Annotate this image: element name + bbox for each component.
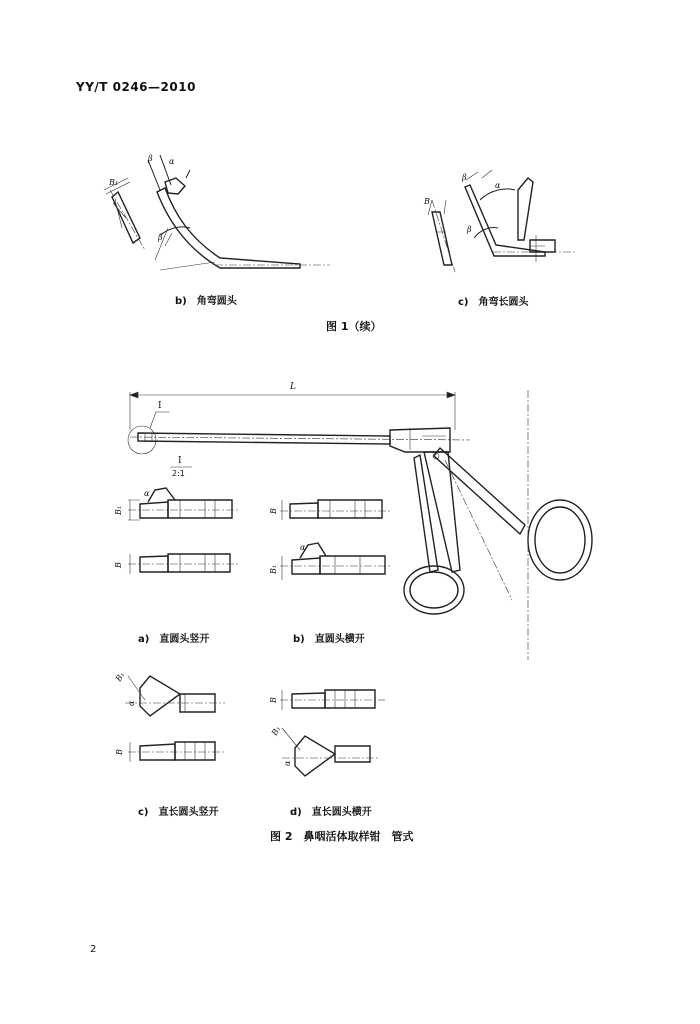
standard-code: YY/T 0246—2010 bbox=[76, 80, 196, 94]
fig2c-b-label: B bbox=[115, 749, 124, 755]
fig2-length-label: L bbox=[290, 382, 296, 392]
fig1c-b-label: B bbox=[424, 197, 430, 206]
fig2b-b1-label: B₁ bbox=[269, 564, 278, 574]
fig2c-alpha-label: α bbox=[127, 700, 136, 706]
figure2-sub-a: a) 直圆头竖开 bbox=[138, 634, 210, 645]
fig1b-b1-label: B₁ bbox=[109, 178, 119, 187]
fig2d-alpha-label: α bbox=[283, 760, 292, 766]
fig1b-alpha-label: α bbox=[169, 157, 175, 166]
figure2-sub-d: d) 直长圆头横开 bbox=[290, 807, 372, 818]
fig1c-alpha-label: α bbox=[495, 181, 501, 190]
fig2a-alpha-label: α bbox=[144, 489, 150, 498]
fig1b-beta2-label: β bbox=[158, 233, 163, 242]
fig1c-beta-label: β bbox=[462, 173, 467, 182]
figure1-sub-c: c) 角弯长圆头 bbox=[458, 297, 529, 308]
fig2b-alpha-label: α bbox=[300, 543, 306, 552]
fig2b-b-label: B bbox=[269, 508, 278, 514]
fig1b-beta-label: β bbox=[148, 154, 153, 163]
fig2-detail-scale: 2:1 bbox=[172, 469, 185, 478]
figure2-sub-b: b) 直圆头横开 bbox=[293, 634, 365, 645]
fig2d-b-label: B bbox=[269, 697, 278, 703]
figure2-sub-c: c) 直长圆头竖开 bbox=[138, 807, 219, 818]
fig2a-b1-label: B₁ bbox=[114, 505, 123, 515]
fig2-detail-title: I bbox=[178, 456, 182, 466]
fig1c-beta2-label: β bbox=[467, 225, 472, 234]
figure1-caption: 图 1（续） bbox=[326, 320, 382, 333]
fig2d-b1-label: B₁ bbox=[269, 724, 283, 737]
fig2a-b-label: B bbox=[114, 562, 123, 568]
fig2-detail-ref: I bbox=[158, 401, 162, 411]
figure2-caption: 图 2 鼻咽活体取样钳 管式 bbox=[270, 830, 414, 843]
figure1-sub-b: b) 角弯圆头 bbox=[175, 296, 237, 307]
fig2c-b1-label: B₁ bbox=[113, 670, 127, 683]
page-number: 2 bbox=[90, 944, 97, 955]
